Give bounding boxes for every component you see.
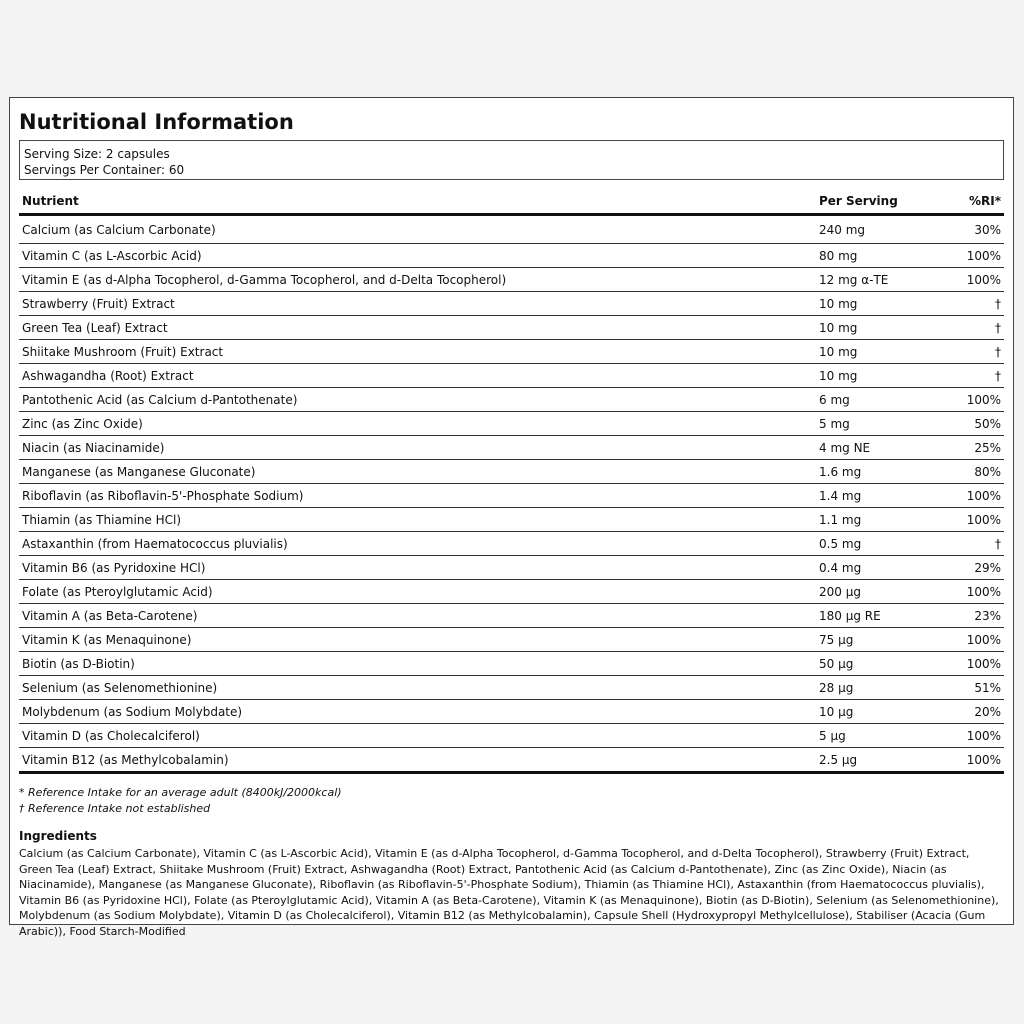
nutrient-name: Zinc (as Zinc Oxide) [19, 412, 816, 436]
nutrient-rows [19, 215, 1004, 773]
ri-percent: 51% [956, 676, 1004, 700]
nutrient-name: Thiamin (as Thiamine HCl) [19, 508, 816, 532]
table-row [19, 580, 1004, 604]
table-row [19, 460, 1004, 484]
nutrient-name: Ashwagandha (Root) Extract [19, 364, 816, 388]
table-row [19, 700, 1004, 724]
per-serving-amount: 1.6 mg [816, 460, 956, 484]
per-serving-amount: 10 mg [816, 292, 956, 316]
ri-percent: † [956, 532, 1004, 556]
nutrient-name: Niacin (as Niacinamide) [19, 436, 816, 460]
ri-percent: 20% [956, 700, 1004, 724]
nutrient-name: Astaxanthin (from Haematococcus pluvialis) [19, 532, 816, 556]
table-row [19, 628, 1004, 652]
nutrient-name: Vitamin C (as L-Ascorbic Acid) [19, 244, 816, 268]
table-row [19, 364, 1004, 388]
nutrient-name: Green Tea (Leaf) Extract [19, 316, 816, 340]
per-serving-amount: 10 mg [816, 340, 956, 364]
table-row [19, 215, 1004, 244]
table-row [19, 604, 1004, 628]
per-serving-amount: 5 µg [816, 724, 956, 748]
nutrient-name: Vitamin B6 (as Pyridoxine HCl) [19, 556, 816, 580]
header-nutrient: Nutrient [19, 189, 816, 215]
table-row [19, 436, 1004, 460]
table-row [19, 532, 1004, 556]
per-serving-amount: 10 µg [816, 700, 956, 724]
per-serving-amount: 200 µg [816, 580, 956, 604]
table-row [19, 508, 1004, 532]
nutrient-name: Vitamin D (as Cholecalciferol) [19, 724, 816, 748]
per-serving-amount: 12 mg α-TE [816, 268, 956, 292]
table-row [19, 652, 1004, 676]
ingredients-text: Calcium (as Calcium Carbonate), Vitamin C (as L-Ascorbic Acid), Vitamin E (as d-Alpha Tocopherol, d-Gamma Tocopherol, and d-Delta Tocopherol), Strawberry (Fruit) Extract, Green Tea (Leaf) Extract, Shiitake Mushroom (Fruit) Extract, Ashwagandha (Root) Extract, Pantothenic Acid (as Calcium d-Pantothenate), Zinc (as Zinc Oxide), Niacin (as Niacinamide), Manganese (as Manganese Gluconate), Riboflavin (as Riboflavin-5'-Phosphate Sodium), Thiamin (as Thiamine HCl), Astaxanthin (from Haematococcus pluvialis), Vitamin B6 (as Pyridoxine HCl), Folate (as Pteroylglutamic Acid), Vitamin A (as Beta-Carotene), Vitamin K (as Menaquinone), Biotin (as D-Biotin), Selenium (as Selenomethionine), Molybdenum (as Sodium Molybdate), Vitamin D (as Cholecalciferol), Vitamin B12 (as Methylcobalamin), Capsule Shell (Hydroxypropyl Methylcellulose), Stabiliser (Acacia (Gum Arabic)), Food Starch-Modified [19, 847, 999, 938]
ri-percent: 29% [956, 556, 1004, 580]
table-row [19, 268, 1004, 292]
per-serving-amount: 0.5 mg [816, 532, 956, 556]
nutrient-name: Biotin (as D-Biotin) [19, 652, 816, 676]
per-serving-amount: 0.4 mg [816, 556, 956, 580]
ri-percent: 100% [956, 580, 1004, 604]
serving-size: Serving Size: 2 capsules [24, 147, 170, 161]
table-row [19, 292, 1004, 316]
per-serving-amount: 240 mg [816, 215, 956, 244]
serving-info-box [19, 140, 1004, 180]
table-header-row [19, 189, 1004, 215]
per-serving-amount: 28 µg [816, 676, 956, 700]
table-row [19, 316, 1004, 340]
ri-percent: 100% [956, 748, 1004, 773]
ri-percent: † [956, 292, 1004, 316]
header-ri: %RI* [956, 189, 1004, 215]
table-row [19, 556, 1004, 580]
nutrient-name: Vitamin B12 (as Methylcobalamin) [19, 748, 816, 773]
nutrient-name: Molybdenum (as Sodium Molybdate) [19, 700, 816, 724]
nutrient-name: Selenium (as Selenomethionine) [19, 676, 816, 700]
per-serving-amount: 180 µg RE [816, 604, 956, 628]
table-row [19, 724, 1004, 748]
nutrient-name: Vitamin A (as Beta-Carotene) [19, 604, 816, 628]
ri-percent: 25% [956, 436, 1004, 460]
ri-percent: 100% [956, 388, 1004, 412]
table-row [19, 340, 1004, 364]
ri-percent: 50% [956, 412, 1004, 436]
per-serving-amount: 10 mg [816, 316, 956, 340]
footnote-not-established: † Reference Intake not established [19, 802, 211, 815]
nutrient-name: Strawberry (Fruit) Extract [19, 292, 816, 316]
header-per-serving: Per Serving [816, 189, 956, 215]
per-serving-amount: 2.5 µg [816, 748, 956, 773]
servings-per-container: Servings Per Container: 60 [24, 163, 185, 177]
table-row [19, 676, 1004, 700]
table-row [19, 412, 1004, 436]
per-serving-amount: 80 mg [816, 244, 956, 268]
nutrient-table [19, 189, 1004, 774]
per-serving-amount: 4 mg NE [816, 436, 956, 460]
ri-percent: 100% [956, 268, 1004, 292]
nutrient-name: Vitamin E (as d-Alpha Tocopherol, d-Gamma Tocopherol, and d-Delta Tocopherol) [19, 268, 816, 292]
per-serving-amount: 1.4 mg [816, 484, 956, 508]
per-serving-amount: 10 mg [816, 364, 956, 388]
per-serving-amount: 1.1 mg [816, 508, 956, 532]
ri-percent: 100% [956, 508, 1004, 532]
nutrition-panel [9, 97, 1014, 938]
per-serving-amount: 50 µg [816, 652, 956, 676]
table-row [19, 748, 1004, 773]
nutrient-name: Vitamin K (as Menaquinone) [19, 628, 816, 652]
per-serving-amount: 6 mg [816, 388, 956, 412]
ri-percent: 100% [956, 724, 1004, 748]
ri-percent: 23% [956, 604, 1004, 628]
table-row [19, 244, 1004, 268]
per-serving-amount: 75 µg [816, 628, 956, 652]
ingredients-title: Ingredients [19, 829, 97, 843]
nutrient-name: Pantothenic Acid (as Calcium d-Pantothenate) [19, 388, 816, 412]
footnotes [19, 785, 1004, 817]
nutrient-name: Riboflavin (as Riboflavin-5'-Phosphate Sodium) [19, 484, 816, 508]
per-serving-amount: 5 mg [816, 412, 956, 436]
footnote-reference-intake: * Reference Intake for an average adult (8400kJ/2000kcal) [19, 786, 342, 799]
ri-percent: † [956, 316, 1004, 340]
table-row [19, 388, 1004, 412]
ri-percent: † [956, 340, 1004, 364]
nutrient-name: Manganese (as Manganese Gluconate) [19, 460, 816, 484]
ri-percent: 30% [956, 215, 1004, 244]
nutrient-name: Shiitake Mushroom (Fruit) Extract [19, 340, 816, 364]
page-title: Nutritional Information [19, 110, 294, 134]
nutrient-name: Folate (as Pteroylglutamic Acid) [19, 580, 816, 604]
ri-percent: 100% [956, 652, 1004, 676]
ri-percent: † [956, 364, 1004, 388]
ri-percent: 80% [956, 460, 1004, 484]
nutrient-name: Calcium (as Calcium Carbonate) [19, 215, 816, 244]
ri-percent: 100% [956, 484, 1004, 508]
table-row [19, 484, 1004, 508]
ri-percent: 100% [956, 244, 1004, 268]
ri-percent: 100% [956, 628, 1004, 652]
